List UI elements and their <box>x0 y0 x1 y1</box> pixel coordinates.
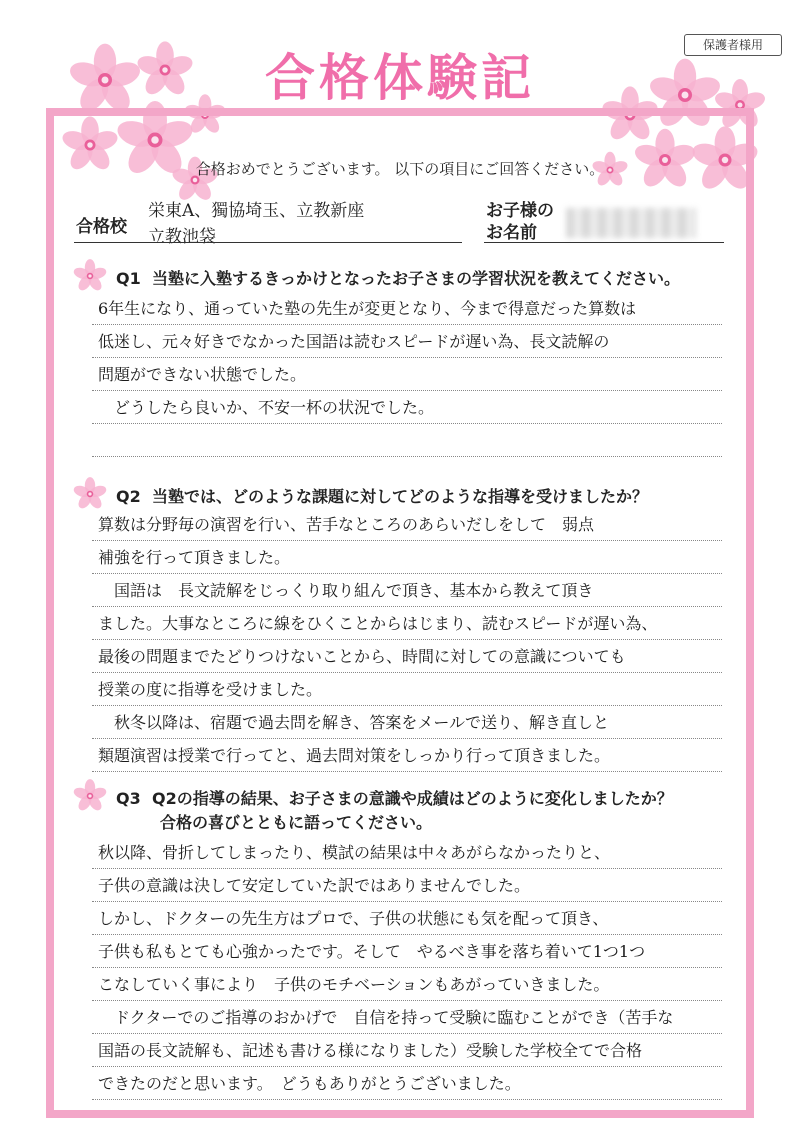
child-name-underline <box>484 242 724 243</box>
answer-line: 補強を行って頂きました。 <box>92 541 722 574</box>
school-label: 合格校 <box>76 217 127 237</box>
answer-line: 問題ができない状態でした。 <box>92 358 722 391</box>
answer-line: 授業の度に指導を受けました。 <box>92 673 722 706</box>
answer-line: どうしたら良いか、不安一杯の状況でした。 <box>92 391 722 424</box>
answer-line: ドクターでのご指導のおかげで 自信を持って受験に臨むことができ（苦手な <box>92 1001 722 1034</box>
answer-line: 秋冬以降は、宿題で過去問を解き、答案をメールで送り、解き直しと <box>92 706 722 739</box>
school-value-line2: 立教池袋 <box>148 227 216 247</box>
answer-line: 秋以降、骨折してしまったり、模試の結果は中々あがらなかったりと、 <box>92 836 722 869</box>
answer-line: 子供も私もとても心強かったです。そして やるべき事を落ち着いて1つ1つ <box>92 935 722 968</box>
q1-heading <box>84 266 680 289</box>
q2-number: Q2 <box>116 487 141 506</box>
q3-text-line2: 合格の喜びとともに語ってください。 <box>160 813 433 832</box>
q2-text: 当塾では、どのような課題に対してどのような指導を受けましたか？ <box>152 487 649 506</box>
answer-line <box>92 424 722 457</box>
q3-number: Q3 <box>116 789 141 808</box>
answer-line: こなしていく事により 子供のモチベーションもあがっていきました。 <box>92 968 722 1001</box>
answer-line: 子供の意識は決して安定していた訳ではありませんでした。 <box>92 869 722 902</box>
q2-answer <box>92 508 722 772</box>
answer-line: できたのだと思います。 どうもありがとうございました。 <box>92 1067 722 1100</box>
answer-line: 類題演習は授業で行ってと、過去問対策をしっかり行って頂きました。 <box>92 739 722 772</box>
q3-heading <box>84 786 673 809</box>
child-name-redacted <box>566 208 696 238</box>
q3-text: Q2の指導の結果、お子さまの意識や成績はどのように変化しましたか？ <box>152 789 673 808</box>
q3-answer <box>92 836 722 1100</box>
answer-line: 最後の問題までたどりつけないことから、時間に対しての意識についても <box>92 640 722 673</box>
child-name-label-line1: お子様の <box>486 201 554 221</box>
intro-text: 合格おめでとうございます。 以下の項目にご回答ください。 <box>195 160 605 178</box>
answer-line: 国語は 長文読解をじっくり取り組んで頂き、基本から教えて頂き <box>92 574 722 607</box>
school-underline <box>74 242 462 243</box>
q1-number: Q1 <box>116 269 141 288</box>
child-name-label <box>486 200 554 244</box>
q1-text: 当塾に入塾するきっかけとなったお子さまの学習状況を教えてください。 <box>152 269 681 288</box>
audience-badge: 保護者様用 <box>684 34 782 56</box>
answer-line: 6年生になり、通っていた塾の先生が変更となり、今まで得意だった算数は <box>92 292 722 325</box>
answer-line: 低迷し、元々好きでなかった国語は読むスピードが遅い為、長文読解の <box>92 325 722 358</box>
answer-line: しかし、ドクターの先生方はプロで、子供の状態にも気を配って頂き、 <box>92 902 722 935</box>
page-title: 合格体験記 <box>265 49 535 107</box>
answer-line: 国語の長文読解も、記述も書ける様になりました）受験した学校全てで合格 <box>92 1034 722 1067</box>
child-name-label-line2: お名前 <box>486 223 537 243</box>
school-value-line1: 栄東A、獨協埼玉、立教新座 <box>148 201 365 221</box>
q1-answer <box>92 292 722 457</box>
answer-line: ました。大事なところに線をひくことからはじまり、読むスピードが遅い為、 <box>92 607 722 640</box>
q2-heading <box>84 484 648 507</box>
answer-line: 算数は分野毎の演習を行い、苦手なところのあらいだしをして 弱点 <box>92 508 722 541</box>
